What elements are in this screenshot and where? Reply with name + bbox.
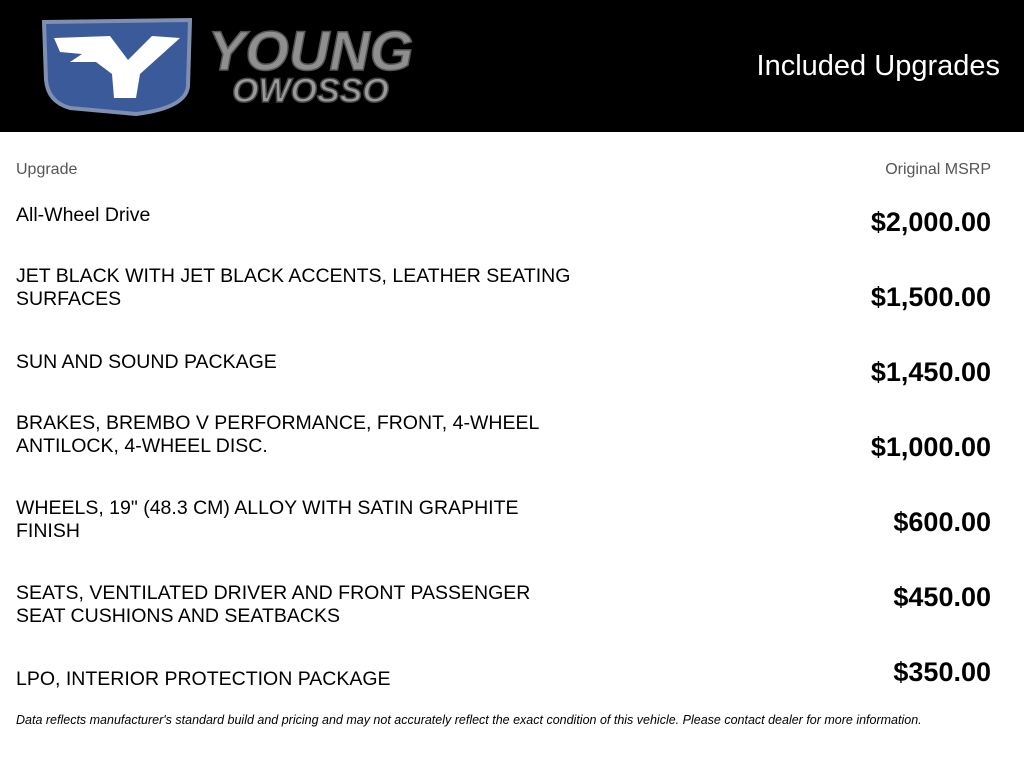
column-header-msrp: Original MSRP [885, 161, 991, 178]
upgrade-name: SUN AND SOUND PACKAGE [16, 351, 277, 373]
upgrade-price: $1,000.00 [870, 432, 991, 462]
upgrade-name: JET BLACK WITH JET BLACK ACCENTS, LEATHER SEATING SURFACES [16, 265, 571, 310]
column-header-upgrade: Upgrade [16, 161, 78, 178]
upgrade-name: SEATS, VENTILATED DRIVER AND FRONT PASSENGER SEAT CUSHIONS AND SEATBACKS [16, 582, 531, 627]
upgrade-price: $350.00 [893, 657, 991, 687]
upgrade-price: $2,000.00 [870, 207, 991, 237]
upgrade-price: $600.00 [893, 507, 991, 537]
upgrade-price: $450.00 [893, 582, 991, 612]
page-title: Included Upgrades [756, 50, 1000, 82]
upgrade-name: All-Wheel Drive [16, 204, 151, 226]
logo-text-young: YOUNG [208, 19, 414, 82]
upgrade-name: LPO, INTERIOR PROTECTION PACKAGE [16, 668, 391, 690]
logo-text-owosso: OWOSSO [232, 72, 389, 110]
upgrade-price: $1,450.00 [870, 357, 991, 387]
upgrade-price: $1,500.00 [870, 282, 991, 312]
upgrade-name: WHEELS, 19" (48.3 CM) ALLOY WITH SATIN GRAPHITE FINISH [16, 497, 519, 542]
disclaimer-text: Data reflects manufacturer's standard build and pricing and may not accurately reflect the exact condition of this vehicle. Please contact dealer for more information. [16, 713, 922, 727]
upgrade-name: BRAKES, BREMBO V PERFORMANCE, FRONT, 4-WHEEL ANTILOCK, 4-WHEEL DISC. [16, 412, 539, 457]
